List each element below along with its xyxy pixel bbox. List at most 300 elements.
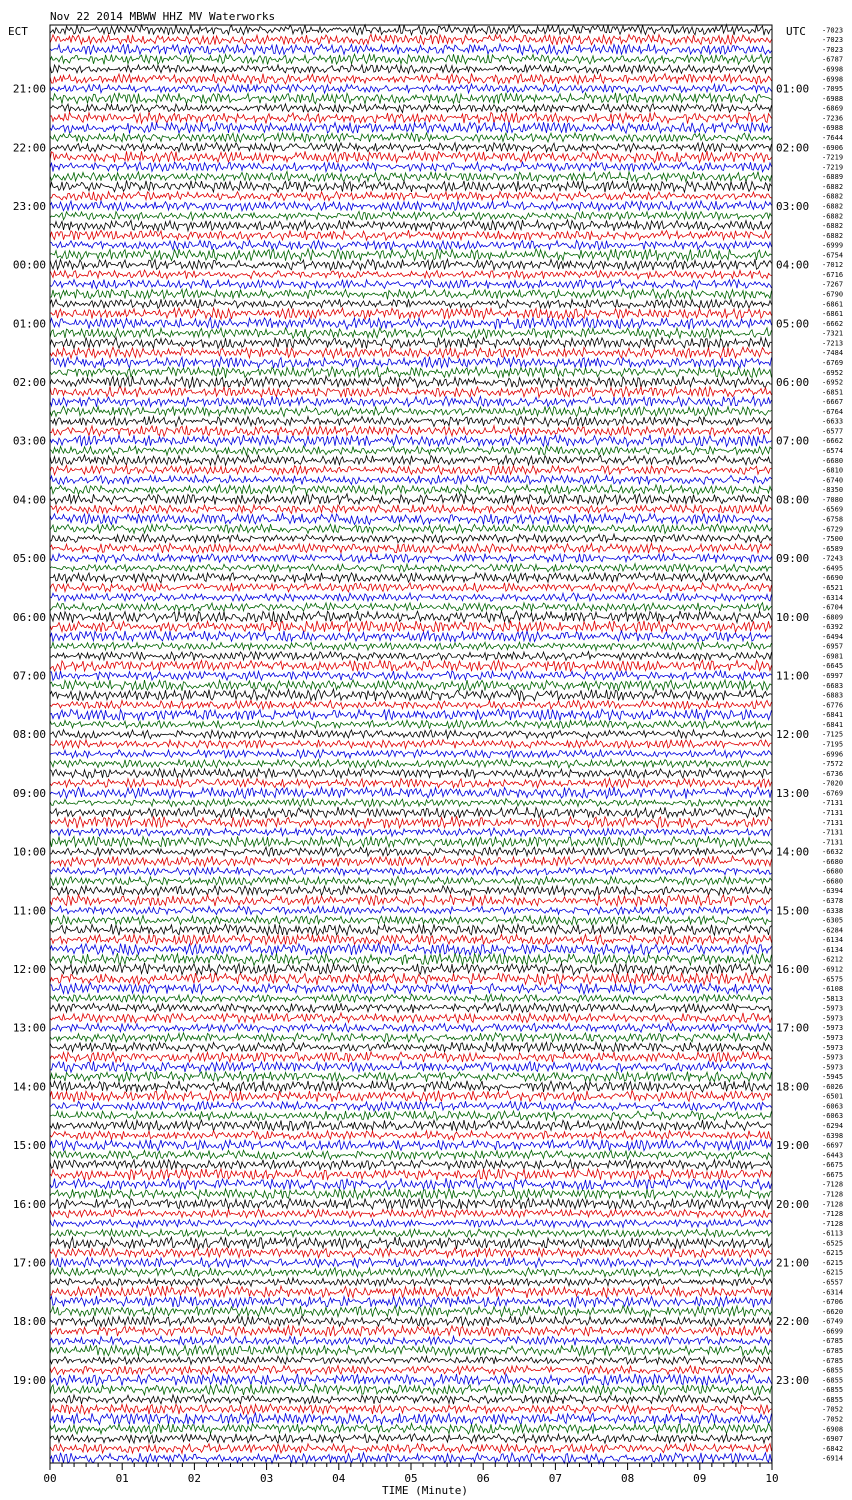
trace-offset-label: -6134 — [822, 945, 844, 954]
trace-line — [50, 1189, 772, 1200]
trace-line — [50, 759, 772, 767]
trace-offset-label: -6704 — [822, 603, 844, 612]
trace-line — [50, 1365, 772, 1374]
x-axis — [43, 1463, 778, 1485]
trace-offset-label: -6662 — [822, 437, 844, 446]
trace-line — [50, 446, 772, 455]
trace-line — [50, 54, 772, 64]
trace-offset-label: -6113 — [822, 1229, 844, 1238]
trace-line — [50, 593, 772, 601]
trace-offset-label: -7125 — [822, 730, 844, 739]
trace-offset-label: -6645 — [822, 662, 844, 671]
trace-offset-label: -5973 — [822, 1004, 844, 1013]
x-tick-label: 01 — [115, 1472, 129, 1485]
trace-offset-label: -6063 — [822, 1102, 844, 1111]
trace-line — [50, 289, 772, 299]
right-hour-label: 08:00 — [776, 493, 810, 507]
trace-offset-label: -6338 — [822, 906, 844, 915]
trace-line — [50, 1404, 772, 1414]
trace-line — [50, 1257, 772, 1267]
trace-offset-label: -7052 — [822, 1405, 844, 1414]
right-hour-label: 18:00 — [776, 1080, 810, 1094]
right-hour-label: 20:00 — [776, 1197, 810, 1211]
trace-line — [50, 24, 772, 35]
trace-line — [50, 543, 772, 553]
trace-offset-label: -6026 — [822, 1082, 844, 1091]
trace-line — [50, 1229, 772, 1237]
trace-line — [50, 122, 772, 134]
left-hour-label: 11:00 — [12, 904, 46, 918]
trace-line — [50, 112, 772, 124]
trace-line — [50, 953, 772, 965]
trace-offset-label: -6882 — [822, 182, 844, 191]
trace-offset-label: -6889 — [822, 173, 844, 182]
trace-offset-label: -6914 — [822, 1454, 844, 1463]
trace-offset-label: -6957 — [822, 642, 844, 651]
left-hour-label: 13:00 — [12, 1021, 46, 1035]
trace-offset-label: -7644 — [822, 133, 844, 142]
trace-line — [50, 1384, 772, 1395]
trace-line — [50, 828, 772, 836]
right-hour-label: 13:00 — [776, 786, 810, 800]
trace-line — [50, 963, 772, 975]
trace-line — [50, 435, 772, 447]
trace-line — [50, 1444, 772, 1454]
right-hour-label: 07:00 — [776, 434, 810, 448]
trace-offset-label: -7572 — [822, 760, 844, 769]
trace-line — [50, 1356, 772, 1364]
trace-offset-label: -6314 — [822, 593, 844, 602]
trace-line — [50, 1326, 772, 1337]
left-hour-label: 14:00 — [12, 1080, 46, 1094]
trace-offset-label: -7012 — [822, 261, 844, 270]
trace-offset-label: -6882 — [822, 212, 844, 221]
trace-offset-label: -6855 — [822, 1376, 844, 1385]
trace-offset-label: -6675 — [822, 1161, 844, 1170]
trace-line — [50, 44, 772, 55]
trace-offset-label: -7484 — [822, 349, 844, 358]
right-hour-label: 10:00 — [776, 610, 810, 624]
trace-offset-label: -5973 — [822, 1033, 844, 1042]
trace-offset-label: -6855 — [822, 1386, 844, 1395]
x-tick-label: 03 — [259, 1472, 274, 1485]
trace-offset-label: -6215 — [822, 1258, 844, 1267]
trace-offset-label: -6855 — [822, 1366, 844, 1375]
trace-line — [50, 230, 772, 240]
trace-line — [50, 1395, 772, 1404]
trace-offset-label: -6683 — [822, 681, 844, 690]
trace-offset-label: -7500 — [822, 535, 844, 544]
trace-line — [50, 337, 772, 348]
trace-line — [50, 1286, 772, 1298]
trace-offset-label: -6851 — [822, 388, 844, 397]
right-hour-label: 01:00 — [776, 82, 810, 96]
trace-line — [50, 1150, 772, 1159]
trace-offset-label: -7219 — [822, 153, 844, 162]
right-time-labels — [776, 83, 809, 1387]
trace-line — [50, 1003, 772, 1013]
trace-offset-label: -7095 — [822, 85, 844, 94]
trace-offset-label: -7236 — [822, 114, 844, 123]
trace-offset-label: -6495 — [822, 564, 844, 573]
trace-offset-label: -6769 — [822, 358, 844, 367]
left-axis-label: ECT — [8, 25, 28, 38]
trace-line — [50, 583, 772, 593]
left-hour-label: 21:00 — [12, 82, 46, 96]
trace-line — [50, 730, 772, 739]
trace-offset-label: -6680 — [822, 877, 844, 886]
trace-offset-label: -6996 — [822, 750, 844, 759]
trace-line — [50, 778, 772, 788]
trace-line — [50, 1374, 772, 1386]
trace-offset-label: -6569 — [822, 505, 844, 514]
trace-line — [50, 485, 772, 495]
trace-offset-label: -7131 — [822, 808, 844, 817]
trace-line — [50, 994, 772, 1002]
trace-line — [50, 642, 772, 650]
trace-line — [50, 1120, 772, 1131]
trace-offset-label: -8350 — [822, 486, 844, 495]
trace-offset-label: -6662 — [822, 319, 844, 328]
trace-line — [50, 787, 772, 799]
trace-line — [50, 680, 772, 691]
trace-offset-label: -7321 — [822, 329, 844, 338]
trace-line — [50, 1061, 772, 1072]
x-tick-label: 09 — [693, 1472, 707, 1485]
x-tick-label: 07 — [548, 1472, 563, 1485]
trace-offset-label: -6883 — [822, 691, 844, 700]
trace-line — [50, 720, 772, 729]
x-axis-label: TIME (Minute) — [381, 1484, 469, 1497]
trace-line — [50, 328, 772, 339]
trace-line — [50, 1111, 772, 1121]
trace-offset-label: -6575 — [822, 975, 844, 984]
trace-offset-label: -6785 — [822, 1347, 844, 1356]
trace-line — [50, 84, 772, 93]
trace-offset-label: -6690 — [822, 574, 844, 583]
trace-offset-label: -6908 — [822, 1425, 844, 1434]
x-tick-label: 08 — [620, 1472, 635, 1485]
trace-offset-label: -6740 — [822, 476, 844, 485]
trace-offset-label: -6776 — [822, 701, 844, 710]
trace-offset-label: -7128 — [822, 1219, 844, 1228]
trace-offset-label: -6284 — [822, 926, 844, 935]
trace-offset-label: -6988 — [822, 94, 844, 103]
chart-title: Nov 22 2014 MBWW HHZ MV Waterworks — [50, 10, 276, 23]
trace-offset-label: -6736 — [822, 769, 844, 778]
trace-line — [50, 660, 772, 671]
trace-line — [50, 1336, 772, 1345]
left-hour-label: 12:00 — [12, 962, 46, 976]
trace-offset-label: -6841 — [822, 720, 844, 729]
left-hour-label: 17:00 — [12, 1256, 46, 1270]
trace-offset-label: -6952 — [822, 368, 844, 377]
right-hour-label: 22:00 — [776, 1315, 810, 1329]
trace-line — [50, 279, 772, 288]
x-tick-label: 06 — [476, 1472, 490, 1485]
trace-line — [50, 1033, 772, 1043]
left-hour-label: 08:00 — [12, 728, 46, 742]
trace-offset-label: -6998 — [822, 75, 844, 84]
trace-offset-label: -6855 — [822, 1395, 844, 1404]
trace-line — [50, 1023, 772, 1032]
trace-offset-label: -6108 — [822, 985, 844, 994]
trace-offset-label: -6841 — [822, 711, 844, 720]
right-hour-label: 02:00 — [776, 141, 810, 155]
trace-offset-label: -6869 — [822, 104, 844, 113]
trace-line — [50, 631, 772, 642]
trace-line — [50, 133, 772, 142]
trace-offset-label: -6697 — [822, 1141, 844, 1150]
trace-offset-label: -7243 — [822, 554, 844, 563]
trace-offset-label: -6392 — [822, 623, 844, 632]
trace-offset-label: -6998 — [822, 65, 844, 74]
trace-offset-label: -6749 — [822, 1317, 844, 1326]
trace-line — [50, 1198, 772, 1209]
trace-line — [50, 1237, 772, 1249]
left-hour-label: 10:00 — [12, 845, 46, 859]
trace-line — [50, 573, 772, 583]
trace-line — [50, 1101, 772, 1111]
trace-offset-label: -6667 — [822, 398, 844, 407]
trace-offset-label: -6063 — [822, 1112, 844, 1121]
trace-line — [50, 534, 772, 543]
trace-offset-label: -6764 — [822, 407, 844, 416]
trace-line — [50, 367, 772, 378]
trace-line — [50, 65, 772, 74]
left-hour-label: 04:00 — [12, 493, 46, 507]
trace-offset-label: -7080 — [822, 495, 844, 504]
trace-offset-label: -7052 — [822, 1415, 844, 1424]
trace-line — [50, 475, 772, 484]
right-hour-label: 03:00 — [776, 199, 810, 213]
trace-line — [50, 104, 772, 113]
trace-offset-label: -6882 — [822, 192, 844, 201]
trace-offset-label: -6706 — [822, 1298, 844, 1307]
trace-offset-label: -7023 — [822, 26, 844, 35]
trace-line — [50, 180, 772, 192]
trace-offset-label: -5973 — [822, 1014, 844, 1023]
right-axis-label: UTC — [786, 25, 806, 38]
trace-line — [50, 524, 772, 533]
trace-line — [50, 709, 772, 721]
trace-offset-label: -6215 — [822, 1268, 844, 1277]
right-hour-label: 21:00 — [776, 1256, 810, 1270]
left-hour-label: 00:00 — [12, 258, 46, 272]
trace-offset-label: -7023 — [822, 36, 844, 45]
trace-offset-label: -6574 — [822, 447, 844, 456]
trace-line — [50, 494, 772, 505]
left-hour-label: 05:00 — [12, 552, 46, 566]
trace-offset-label: -6212 — [822, 955, 844, 964]
trace-line — [50, 1052, 772, 1062]
trace-line — [50, 807, 772, 818]
trace-line — [50, 847, 772, 856]
trace-line — [50, 924, 772, 935]
trace-line — [50, 836, 772, 847]
trace-line — [50, 1268, 772, 1277]
trace-line — [50, 1316, 772, 1327]
right-hour-label: 04:00 — [776, 258, 810, 272]
trace-offset-label: -7213 — [822, 339, 844, 348]
trace-line — [50, 201, 772, 211]
trace-line — [50, 192, 772, 201]
trace-line — [50, 1169, 772, 1180]
x-tick-label: 05 — [404, 1472, 418, 1485]
trace-offset-label: -6729 — [822, 525, 844, 534]
trace-line — [50, 93, 772, 104]
trace-offset-label: -6633 — [822, 417, 844, 426]
trace-line — [50, 1081, 772, 1093]
trace-line — [50, 1296, 772, 1308]
trace-line — [50, 876, 772, 885]
trace-offset-label: -7267 — [822, 280, 844, 289]
trace-line — [50, 406, 772, 416]
trace-offset-label: -6215 — [822, 1249, 844, 1258]
trace-line — [50, 816, 772, 828]
trace-offset-label: -6589 — [822, 544, 844, 553]
trace-line — [50, 895, 772, 907]
right-hour-label: 14:00 — [776, 845, 810, 859]
trace-line — [50, 240, 772, 249]
trace-line — [50, 386, 772, 397]
trace-line — [50, 1131, 772, 1140]
trace-offset-label: -6557 — [822, 1278, 844, 1287]
trace-offset-label: -6398 — [822, 1131, 844, 1140]
trace-offset-label: -6716 — [822, 270, 844, 279]
trace-line — [50, 1423, 772, 1434]
trace-line — [50, 799, 772, 807]
trace-line — [50, 973, 772, 985]
trace-offset-label: -6758 — [822, 515, 844, 524]
trace-offset-label: -6769 — [822, 789, 844, 798]
trace-line — [50, 886, 772, 896]
trace-offset-label: -6501 — [822, 1092, 844, 1101]
trace-offset-label: -6882 — [822, 231, 844, 240]
trace-line — [50, 270, 772, 279]
trace-offset-label: -6912 — [822, 965, 844, 974]
trace-line — [50, 906, 772, 915]
left-hour-label: 01:00 — [12, 317, 46, 331]
trace-line — [50, 934, 772, 945]
trace-line — [50, 211, 772, 220]
trace-line — [50, 689, 772, 701]
trace-line — [50, 1248, 772, 1258]
trace-line — [50, 1209, 772, 1218]
trace-offset-label: -7131 — [822, 799, 844, 808]
trace-line — [50, 867, 772, 875]
trace-offset-label: -6952 — [822, 378, 844, 387]
trace-offset-label: -6305 — [822, 916, 844, 925]
trace-offset-label: -6861 — [822, 300, 844, 309]
trace-line — [50, 943, 772, 955]
right-hour-label: 06:00 — [776, 376, 810, 390]
trace-line — [50, 1278, 772, 1286]
trace-offset-label: -6988 — [822, 124, 844, 133]
trace-line — [50, 749, 772, 758]
trace-line — [50, 1178, 772, 1190]
trace-offset-label: -7128 — [822, 1200, 844, 1209]
trace-line — [50, 1306, 772, 1317]
trace-offset-label: -6620 — [822, 1307, 844, 1316]
trace-offset-label: -5973 — [822, 1063, 844, 1072]
trace-line — [50, 143, 772, 152]
trace-line — [50, 513, 772, 524]
trace-offset-label: -5973 — [822, 1043, 844, 1052]
trace-line — [50, 347, 772, 358]
left-hour-label: 18:00 — [12, 1315, 46, 1329]
left-hour-label: 16:00 — [12, 1197, 46, 1211]
trace-line — [50, 34, 772, 45]
trace-offset-label: -6999 — [822, 241, 844, 250]
trace-offset-label: -6494 — [822, 632, 844, 641]
trace-offset-label: -6314 — [822, 1288, 844, 1297]
trace-line — [50, 73, 772, 84]
trace-offset-label: -6632 — [822, 848, 844, 857]
trace-offset-label: -6842 — [822, 1444, 844, 1453]
trace-offset-label: -7131 — [822, 838, 844, 847]
right-hour-label: 09:00 — [776, 552, 810, 566]
trace-line — [50, 983, 772, 994]
trace-offset-label: -6997 — [822, 672, 844, 681]
trace-line — [50, 603, 772, 612]
trace-line — [50, 171, 772, 181]
right-hour-label: 12:00 — [776, 728, 810, 742]
trace-offset-label: -6907 — [822, 1435, 844, 1444]
trace-offset-label: -6981 — [822, 652, 844, 661]
trace-line — [50, 700, 772, 709]
trace-line — [50, 768, 772, 778]
trace-line — [50, 259, 772, 270]
trace-offset-label: -6521 — [822, 583, 844, 592]
trace-line — [50, 1140, 772, 1151]
trace-line — [50, 553, 772, 562]
left-hour-label: 22:00 — [12, 141, 46, 155]
trace-line — [50, 396, 772, 407]
trace-offset-label: -7195 — [822, 740, 844, 749]
trace-line — [50, 465, 772, 474]
right-hour-label: 19:00 — [776, 1139, 810, 1153]
trace-offset-label: -6882 — [822, 202, 844, 211]
right-hour-label: 11:00 — [776, 669, 810, 683]
trace-offset-label: -6809 — [822, 613, 844, 622]
trace-line — [50, 1160, 772, 1170]
trace-offset-label: -5973 — [822, 1053, 844, 1062]
trace-offset-label: -6785 — [822, 1337, 844, 1346]
trace-offset-label: -6134 — [822, 936, 844, 945]
trace-offset-label: -5813 — [822, 994, 844, 1003]
trace-offset-label: -6680 — [822, 857, 844, 866]
left-hour-label: 15:00 — [12, 1139, 46, 1153]
trace-line — [50, 376, 772, 388]
left-hour-label: 02:00 — [12, 376, 46, 390]
trace-offset-label: -7128 — [822, 1180, 844, 1189]
trace-line — [50, 1013, 772, 1023]
trace-line — [50, 455, 772, 466]
trace-offset-label: -6810 — [822, 466, 844, 475]
trace-line — [50, 1090, 772, 1102]
trace-offset-label: -6680 — [822, 456, 844, 465]
trace-offset-label: -6699 — [822, 1327, 844, 1336]
trace-line — [50, 915, 772, 924]
left-time-labels — [13, 83, 46, 1387]
x-tick-label: 00 — [43, 1472, 57, 1485]
trace-line — [50, 1345, 772, 1356]
trace-line — [50, 357, 772, 369]
trace-offset-label: -5973 — [822, 1024, 844, 1033]
right-hour-label: 17:00 — [776, 1021, 810, 1035]
trace-offset-labels — [822, 26, 843, 1462]
